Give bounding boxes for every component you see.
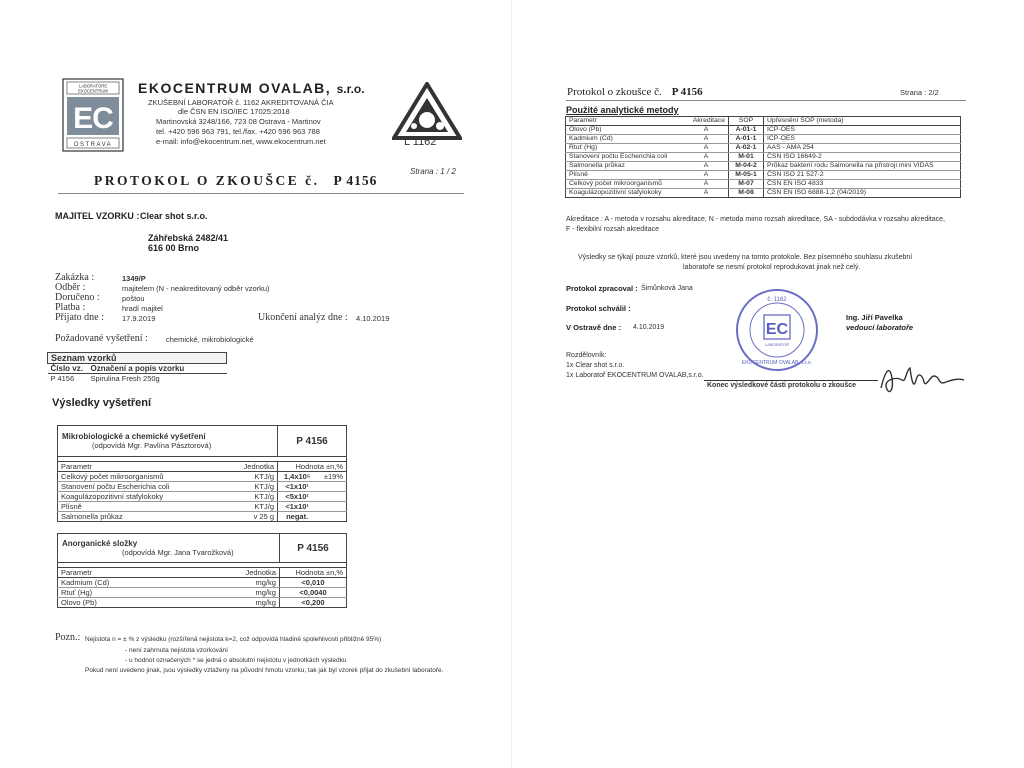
micro-title: Mikrobiologické a chemické vyšetření bbox=[62, 432, 206, 441]
end-text: Konec výsledkové části protokolu o zkoušce bbox=[707, 382, 856, 389]
micro-responsible: (odpovídá Mgr. Pavlína Pásztorová) bbox=[92, 441, 212, 450]
micro-value: <1x10¹ bbox=[278, 482, 317, 492]
distribution-label: Rozdělovník: bbox=[566, 352, 607, 359]
inorg-title-cell bbox=[58, 534, 280, 563]
micro-value: <5x10¹ bbox=[278, 492, 317, 502]
micro-uncertainty bbox=[316, 492, 346, 502]
owner-name: Clear shot s.r.o. bbox=[140, 211, 208, 221]
svg-text:OSTRAVA: OSTRAVA bbox=[73, 142, 113, 148]
header-line-4: tel. +420 596 963 791, tel./fax. +420 596 963 788 bbox=[156, 127, 320, 136]
table-row bbox=[58, 492, 347, 502]
methods-col-method: Upřesnění SOP (metoda) bbox=[764, 117, 961, 126]
sampling-value: majitelem (N - neakreditovaný odběr vzorku) bbox=[122, 284, 270, 293]
method-param: Kadmium (Cd) bbox=[566, 135, 685, 144]
delivered-label: Doručeno : bbox=[55, 292, 100, 303]
table-row bbox=[58, 588, 347, 598]
page2-indicator: Strana : 2/2 bbox=[900, 88, 939, 97]
method-param: Plísně bbox=[566, 171, 685, 180]
method-sop: A-01-1 bbox=[729, 135, 764, 144]
method-detail: ČSN ISO 21 527-2 bbox=[764, 171, 961, 180]
signer-role: vedoucí laboratoře bbox=[846, 323, 914, 332]
table-row bbox=[58, 512, 347, 522]
micro-unit: KTJ/g bbox=[234, 472, 278, 482]
place-value: 4.10.2019 bbox=[633, 324, 665, 331]
prepared-label: Protokol zpracoval : bbox=[566, 284, 638, 293]
micro-sample: P 4156 bbox=[278, 426, 347, 457]
micro-unit: KTJ/g bbox=[234, 492, 278, 502]
sample-col-number: Číslo vz. bbox=[48, 364, 88, 374]
prepared-value: Šimůnková Jana bbox=[641, 285, 693, 292]
laboratory-stamp bbox=[734, 287, 820, 373]
inorg-param: Olovo (Pb) bbox=[61, 598, 97, 607]
requested-value: chemické, mikrobiologické bbox=[166, 335, 254, 344]
table-row bbox=[58, 578, 347, 588]
table-row bbox=[566, 180, 961, 189]
approved-label: Protokol schválil : bbox=[566, 304, 631, 313]
note-line: Nejistota n = ± % z výsledku (rozšířená nejistota k=2, což odpovídá hladině spolehlivosti přibližně 95%) bbox=[85, 636, 382, 643]
svg-text:EC: EC bbox=[73, 102, 113, 135]
delivered-value: poštou bbox=[122, 294, 145, 303]
inorg-unit: mg/kg bbox=[234, 578, 279, 588]
method-detail: Průkaz bakterií rodu Salmonella na přístroji mini VIDAS bbox=[764, 162, 961, 171]
note-line: Pokud není uvedeno jinak, jsou výsledky vztaženy na původní hmotu vzorku, tak jak byl vzorek přijat do zkušební laboratoře. bbox=[85, 667, 444, 674]
inorganic-results-table bbox=[57, 533, 347, 608]
inorg-col-unit: Jednotka bbox=[234, 568, 279, 578]
accreditation-note: Akreditace : A - metoda v rozsahu akreditace, N - metoda mimo rozsah akreditace, SA - subdodávka v rozsahu akreditace, bbox=[566, 216, 945, 223]
payment-value: hradí majitel bbox=[122, 304, 163, 313]
method-param: Olovo (Pb) bbox=[566, 126, 685, 135]
micro-param: Plísně bbox=[58, 502, 235, 512]
table-row bbox=[58, 598, 347, 608]
method-sop: A-02-1 bbox=[729, 144, 764, 153]
methods-col-param: Parametr bbox=[566, 117, 685, 126]
inorg-value: <0,010 bbox=[279, 578, 346, 588]
micro-col-value: Hodnota ±n,% bbox=[278, 462, 347, 472]
method-detail: ČSN ISO 16649-2 bbox=[764, 153, 961, 162]
sample-list-heading: Seznam vzorků bbox=[48, 353, 227, 364]
company-name: EKOCENTRUM OVALAB, s.r.o. bbox=[138, 80, 365, 96]
svg-text:EKOCENTRUM: EKOCENTRUM bbox=[78, 88, 108, 94]
inorg-sample: P 4156 bbox=[279, 534, 346, 563]
inorg-col-value: Hodnota ±n,% bbox=[279, 568, 346, 578]
signer-name: Ing. Jiří Pavelka bbox=[846, 313, 903, 322]
method-detail: ČSN EN ISO 4833 bbox=[764, 180, 961, 189]
method-sop: M-01 bbox=[729, 153, 764, 162]
received-value: 17.9.2019 bbox=[122, 314, 156, 323]
page-title: PROTOKOL O ZKOUŠCE č. P 4156 bbox=[94, 173, 378, 188]
inorg-unit: mg/kg bbox=[234, 588, 279, 598]
stamp-top-text: č. 1162 bbox=[767, 297, 787, 303]
owner-city: 616 00 Brno bbox=[148, 243, 200, 253]
note-line: - není zahrnuta nejistota vzorkování bbox=[125, 647, 228, 654]
method-param: Rtuť (Hg) bbox=[566, 144, 685, 153]
micro-param: Salmonella průkaz bbox=[61, 512, 123, 521]
inorg-param: Kadmium (Cd) bbox=[58, 578, 235, 588]
stamp-letters: EC bbox=[765, 321, 789, 338]
table-row bbox=[566, 135, 961, 144]
micro-col-param: Parametr bbox=[58, 462, 235, 472]
table-row bbox=[566, 153, 961, 162]
header-line-2: dle ČSN EN ISO/IEC 17025:2018 bbox=[178, 107, 290, 116]
accreditation-note-2: F - flexibilní rozsah akreditace bbox=[566, 226, 659, 233]
micro-uncertainty bbox=[316, 482, 346, 492]
table-row bbox=[566, 126, 961, 135]
end-line bbox=[704, 380, 878, 381]
disclaimer-line-2: laboratoře se nesmí protokol reprodukovat jinak než celý. bbox=[683, 264, 861, 271]
page-indicator: Strana : 1 / 2 bbox=[410, 167, 456, 176]
micro-unit: KTJ/g bbox=[234, 482, 278, 492]
micro-uncertainty bbox=[316, 512, 346, 522]
method-sop: A-01-1 bbox=[729, 126, 764, 135]
method-detail: AAS - AMA 254 bbox=[764, 144, 961, 153]
micro-param: Koagulázopozitivní stafylokoky bbox=[58, 492, 235, 502]
title-divider bbox=[58, 193, 464, 194]
header-line-1: ZKUŠEBNÍ LABORATOŘ č. 1162 AKREDITOVANÁ ČIA bbox=[148, 98, 334, 107]
micro-param: Stanovení počtu Escherichia coli bbox=[58, 482, 235, 492]
micro-value: negat. bbox=[286, 512, 309, 521]
table-row bbox=[566, 189, 961, 198]
method-param: Celkový počet mikroorganismů bbox=[566, 180, 685, 189]
micro-uncertainty: ±19% bbox=[316, 472, 346, 482]
micro-value: 1,4x10⁵ bbox=[278, 472, 317, 482]
method-detail: ICP-OES bbox=[764, 126, 961, 135]
inorg-unit: mg/kg bbox=[234, 598, 279, 608]
method-acc: A bbox=[684, 171, 729, 180]
method-detail: ICP-OES bbox=[764, 135, 961, 144]
inorg-title: Anorganické složky bbox=[62, 539, 138, 548]
requested-label: Požadované vyšetření : bbox=[55, 333, 148, 344]
methods-heading: Použité analytické metody bbox=[566, 105, 679, 115]
methods-col-acc: Akreditace bbox=[684, 117, 729, 126]
methods-table bbox=[565, 116, 961, 198]
disclaimer-line-1: Výsledky se týkají pouze vzorků, které jsou uvedeny na tomto protokole. Bez písemného souhlasu zkušební bbox=[578, 254, 913, 261]
methods-col-sop: SOP bbox=[729, 117, 764, 126]
sample-number: P 4156 bbox=[50, 374, 75, 383]
method-sop: M-07 bbox=[729, 180, 764, 189]
micro-col-unit: Jednotka bbox=[234, 462, 278, 472]
method-param: Stanovení počtu Escherichia coli bbox=[566, 153, 685, 162]
inorg-param: Rtuť (Hg) bbox=[58, 588, 235, 598]
method-acc: A bbox=[684, 162, 729, 171]
payment-label: Platba : bbox=[55, 302, 86, 313]
page2-title-divider bbox=[566, 100, 966, 101]
inorg-col-param: Parametr bbox=[58, 568, 235, 578]
method-acc: A bbox=[684, 126, 729, 135]
method-acc: A bbox=[684, 135, 729, 144]
order-label: Zakázka : bbox=[55, 272, 95, 283]
method-sop: M-04-2 bbox=[729, 162, 764, 171]
micro-unit: KTJ/g bbox=[234, 502, 278, 512]
distribution-item: 1x Clear shot s.r.o. bbox=[566, 362, 625, 369]
handwritten-signature bbox=[876, 358, 966, 398]
method-sop: M-08 bbox=[729, 189, 764, 198]
table-row bbox=[58, 502, 347, 512]
inorg-responsible: (odpovídá Mgr. Jana Tvarožková) bbox=[122, 548, 234, 557]
table-row bbox=[566, 144, 961, 153]
table-row bbox=[566, 171, 961, 180]
table-row bbox=[58, 472, 347, 482]
table-row bbox=[58, 482, 347, 492]
micro-unit: v 25 g bbox=[234, 512, 278, 522]
sampling-label: Odběr : bbox=[55, 282, 86, 293]
micro-value: <1x10¹ bbox=[278, 502, 317, 512]
method-param: Koagulázopozitivní stafylokoky bbox=[569, 189, 662, 196]
method-acc: A bbox=[684, 189, 729, 198]
method-sop: M-05-1 bbox=[729, 171, 764, 180]
place-label: V Ostravě dne : bbox=[566, 323, 622, 332]
method-param: Salmonella průkaz bbox=[566, 162, 685, 171]
owner-label: MAJITEL VZORKU : bbox=[55, 211, 140, 221]
sample-list-table bbox=[47, 352, 227, 383]
ekocentrum-logo bbox=[62, 78, 124, 152]
accreditation-number: L 1162 bbox=[404, 136, 437, 148]
owner-street: Záhřebská 2482/41 bbox=[148, 233, 229, 243]
header-line-5: e-mail: info@ekocentrum.net, www.ekocentrum.net bbox=[156, 137, 326, 146]
received-label: Přijato dne : bbox=[55, 312, 104, 323]
micro-results-table bbox=[57, 425, 347, 522]
sample-desc: Spirulina Fresh 250g bbox=[90, 374, 160, 383]
micro-uncertainty bbox=[316, 502, 346, 512]
page-gap bbox=[511, 0, 512, 768]
micro-title-cell bbox=[58, 426, 278, 457]
note-line: - u hodnot označených * se jedná o absolutní nejistotu v jednotkách výsledku bbox=[125, 657, 347, 664]
distribution-item: 1x Laboratoř EKOCENTRUM OVALAB,s.r.o. bbox=[566, 372, 704, 379]
inorg-value: <0,200 bbox=[301, 598, 325, 607]
page2-title: Protokol o zkoušce č. P 4156 bbox=[567, 86, 703, 98]
micro-param: Celkový počet mikroorganismů bbox=[58, 472, 235, 482]
table-row bbox=[566, 162, 961, 171]
method-acc: A bbox=[684, 144, 729, 153]
method-detail: ČSN EN ISO 6888-1,2 (04/2019) bbox=[767, 189, 866, 196]
order-value: 1349/P bbox=[122, 274, 146, 283]
method-acc: A bbox=[684, 153, 729, 162]
inorg-value: <0,0040 bbox=[279, 588, 346, 598]
stamp-ring-text: EKOCENTRUM OVALAB, s.r.o. bbox=[741, 360, 813, 366]
stamp-inner: LABORATOŘ bbox=[764, 342, 790, 347]
table-row bbox=[48, 374, 227, 384]
results-heading: Výsledky vyšetření bbox=[52, 397, 152, 409]
notes-label: Pozn.: bbox=[55, 632, 81, 643]
header-line-3: Martinovská 3248/166, 723 08 Ostrava - Martinov bbox=[156, 117, 321, 126]
method-acc: A bbox=[684, 180, 729, 189]
svg-text:LABORATORE: LABORATORE bbox=[78, 83, 108, 89]
analysis-end-label: Ukončení analýz dne : bbox=[258, 312, 348, 323]
analysis-end-value: 4.10.2019 bbox=[356, 314, 390, 323]
sample-col-desc: Označení a popis vzorku bbox=[88, 364, 227, 374]
